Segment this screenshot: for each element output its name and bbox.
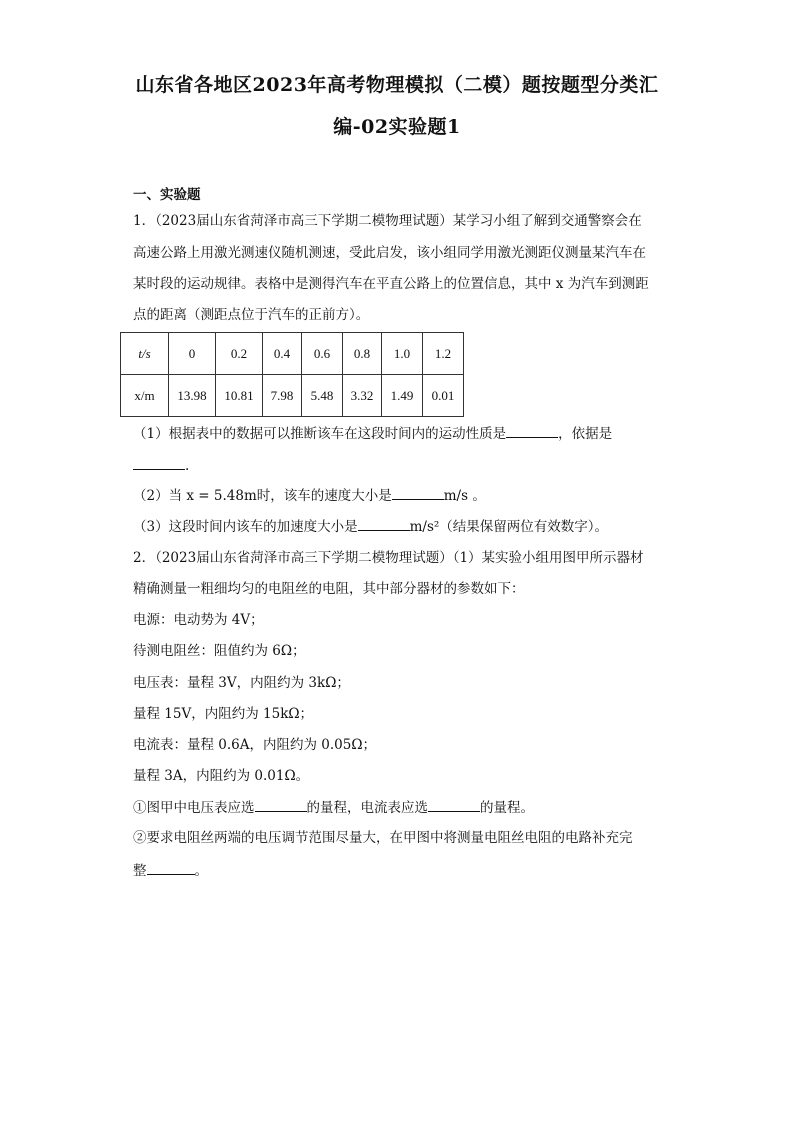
section-heading: 一、实验题 [133, 187, 201, 203]
q2-text-line-3: 电源：电动势为 4V； [133, 612, 264, 628]
answer-blank[interactable] [133, 455, 185, 470]
q1-sub-2 [133, 485, 673, 506]
q2-text-line-1: 2．（2023届山东省菏泽市高三下学期二模物理试题）（1）某实验小组用图甲所示器材 [133, 550, 644, 566]
answer-blank[interactable] [255, 797, 307, 812]
document-title-line-1: 山东省各地区2023年高考物理模拟（二模）题按题型分类汇 [135, 74, 659, 96]
q2-text-line-4: 待测电阻丝：阻值约为 6Ω； [133, 643, 306, 659]
answer-blank[interactable] [506, 423, 558, 438]
q2-text-line-8: 量程 3A，内阻约为 0.01Ω。 [133, 768, 310, 784]
q2-item-2: ②要求电阻丝两端的电压调节范围尽量大，在甲图中将测量电阻丝电阻的电路补充完 [133, 830, 633, 846]
answer-blank[interactable] [358, 516, 410, 531]
q2-text-line-6: 量程 15V，内阻约为 15kΩ； [133, 706, 314, 722]
table-cell: 1.0 [382, 333, 423, 375]
position-table [120, 332, 464, 417]
q1-text-line-2: 高速公路上用激光测速仪随机测速，受此启发，该小组同学用激光测距仪测量某汽车在 [133, 245, 646, 261]
q1-sub-1-text-a: （1）根据表中的数据可以推断该车在这段时间内的运动性质是 [133, 426, 507, 442]
answer-blank[interactable] [392, 485, 444, 500]
q1-sub-1 [133, 423, 673, 444]
q2-item-2-text-c: 。 [194, 863, 208, 879]
answer-blank[interactable] [428, 797, 480, 812]
q1-sub-2-text-b: m/s 。 [443, 488, 486, 504]
table-cell: 0.6 [302, 333, 343, 375]
answer-blank[interactable] [147, 860, 195, 875]
table-cell: 0.2 [216, 333, 263, 375]
table-cell: 1.49 [382, 375, 423, 417]
q1-sub-3-text-b: m/s²（结果保留两位有效数字）。 [409, 519, 609, 535]
table-cell: 0.8 [343, 333, 382, 375]
table-cell: x/m [121, 375, 169, 417]
q1-sub-3-text-a: （3）这段时间内该车的加速度大小是 [133, 519, 358, 535]
q1-text-line-1: 1．（2023届山东省菏泽市高三下学期二模物理试题）某学习小组了解到交通警察会在 [133, 213, 642, 229]
q1-sub-1-continued [133, 455, 673, 476]
table-cell: 10.81 [216, 375, 263, 417]
table-cell: 3.32 [343, 375, 382, 417]
q2-item-2-continued [133, 860, 673, 881]
table-cell: 7.98 [263, 375, 302, 417]
q1-text-line-4: 点的距离（测距点位于汽车的正前方）。 [133, 307, 370, 323]
q2-text-line-5: 电压表：量程 3V，内阻约为 3kΩ； [133, 675, 350, 691]
q1-text-line-3: 某时段的运动规律。表格中是测得汽车在平直公路上的位置信息，其中 x 为汽车到测距 [133, 276, 649, 292]
document-title-line-2: 编-02实验题1 [333, 116, 461, 138]
q1-sub-3 [133, 516, 673, 537]
q1-sub-1-text-b: ，依据是 [558, 426, 613, 442]
table-cell: t/s [121, 333, 169, 375]
q2-item-2-text-b: 整 [133, 863, 147, 879]
q1-sub-2-text-a: （2）当 x = 5.48m时，该车的速度大小是 [133, 488, 392, 504]
q2-text-line-7: 电流表：量程 0.6A，内阻约为 0.05Ω； [133, 737, 377, 753]
table-cell: 0 [169, 333, 216, 375]
table-row-position [121, 375, 464, 417]
q2-item-1-text-b: 的量程，电流表应选 [306, 800, 428, 816]
table-row-time [121, 333, 464, 375]
table-cell: 5.48 [302, 375, 343, 417]
table-cell: 0.01 [423, 375, 464, 417]
q1-sub-1-end: . [185, 458, 190, 474]
table-cell: 13.98 [169, 375, 216, 417]
q2-item-1-text-c: 的量程。 [480, 800, 534, 816]
q2-text-line-2: 精确测量一粗细均匀的电阻丝的电阻，其中部分器材的参数如下： [133, 581, 525, 597]
q2-item-1 [133, 797, 673, 818]
table-cell: 1.2 [423, 333, 464, 375]
table-cell: 0.4 [263, 333, 302, 375]
q2-item-1-text-a: ①图甲中电压表应选 [133, 800, 255, 816]
